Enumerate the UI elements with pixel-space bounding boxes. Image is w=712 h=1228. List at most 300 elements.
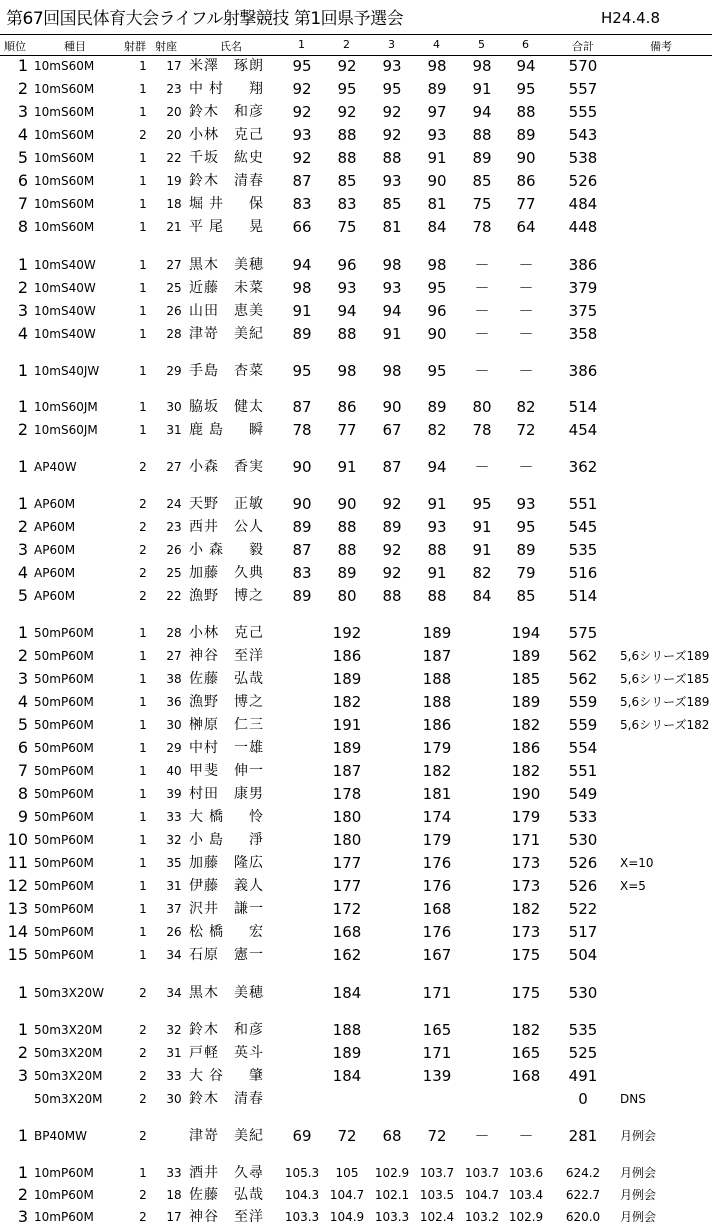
cell-total: 454 [568,421,598,439]
cell-name: 津嵜 美紀 [189,1128,263,1144]
cell-total: 448 [568,218,598,236]
cell-s4: 171 [422,1044,452,1062]
cell-lane: 31 [166,423,182,437]
cell-total: 538 [568,149,598,167]
cell-s6: － [518,302,534,320]
cell-s6: － [518,458,534,476]
cell-s4: 176 [422,877,452,895]
cell-s3: 93 [382,279,402,297]
cell-s6: 175 [511,946,541,964]
cell-s5: 91 [472,541,492,559]
cell-s4: 95 [427,362,447,380]
cell-total: 504 [568,946,598,964]
cell-group: 2 [139,520,147,534]
cell-total: 362 [568,458,598,476]
cell-name: 神谷 至洋 [189,1209,263,1225]
cell-s2: 75 [337,218,357,236]
cell-lane: 26 [166,304,182,318]
cell-rank: 2 [17,79,28,98]
cell-s5: 104.7 [464,1188,500,1202]
cell-event: 50mP60M [34,626,94,640]
cell-event: 50mP60M [34,925,94,939]
cell-name: 千坂 紘史 [189,150,263,166]
cell-total: 622.7 [565,1188,601,1202]
cell-s2: 72 [337,1127,357,1145]
cell-s1: 92 [292,103,312,121]
table-row [0,806,712,828]
cell-lane: 32 [166,1023,182,1037]
cell-group: 1 [139,258,147,272]
table-row [0,516,712,538]
cell-s2: 91 [337,458,357,476]
cell-name: 西井 公人 [189,519,263,535]
cell-s6: － [518,325,534,343]
cell-s3: 90 [382,398,402,416]
cell-s2: 83 [337,195,357,213]
header-total: 合計 [572,40,594,53]
header-notes: 備考 [650,40,672,53]
cell-s3: 94 [382,302,402,320]
cell-name: 榊原 仁三 [189,717,263,733]
cell-group: 2 [139,1129,147,1143]
cell-note: 月例会 [620,1129,657,1143]
cell-s3: 98 [382,256,402,274]
cell-name: 小島 淨 [189,832,263,848]
cell-rank: 1 [17,983,28,1002]
cell-total: 559 [568,693,598,711]
cell-s4: 103.5 [419,1188,455,1202]
cell-s4: 98 [427,256,447,274]
cell-total: 522 [568,900,598,918]
cell-lane: 27 [166,258,182,272]
cell-s3: 89 [382,518,402,536]
cell-lane: 35 [166,856,182,870]
cell-s4: 102.4 [419,1210,455,1224]
cell-name: 堀井 保 [189,196,263,212]
cell-s6: 182 [511,762,541,780]
cell-total: 557 [568,80,598,98]
cell-s3: 92 [382,541,402,559]
cell-total: 575 [568,624,598,642]
cell-event: 50mP60M [34,948,94,962]
cell-group: 1 [139,364,147,378]
table-row [0,396,712,418]
cell-s2: 105 [335,1166,359,1180]
cell-s5: － [474,302,490,320]
cell-s3: 93 [382,172,402,190]
cell-s2: 177 [332,854,362,872]
table-row [0,760,712,782]
cell-group: 2 [139,1210,147,1224]
cell-group: 1 [139,626,147,640]
cell-name: 鈴木 清春 [189,1091,263,1107]
cell-name: 漁野 博之 [189,588,263,604]
table-row [0,170,712,192]
cell-s6: 103.6 [508,1166,544,1180]
cell-s3: 92 [382,103,402,121]
cell-s6: 89 [516,541,536,559]
cell-s5: 78 [472,421,492,439]
cell-name: 甲斐 伸一 [189,763,263,779]
cell-note: 月例会 [620,1188,657,1202]
cell-lane: 28 [166,327,182,341]
cell-total: 545 [568,518,598,536]
cell-event: 10mS40W [34,281,96,295]
cell-s4: 91 [427,564,447,582]
cell-s5: － [474,362,490,380]
cell-s3: 103.3 [374,1210,410,1224]
table-row [0,898,712,920]
cell-name: 近藤 未菜 [189,280,263,296]
cell-s6: 168 [511,1067,541,1085]
cell-s6: － [518,279,534,297]
cell-lane: 29 [166,364,182,378]
cell-total: 281 [568,1127,598,1145]
cell-rank: 2 [17,1043,28,1062]
cell-rank: 3 [17,669,28,688]
table-row [0,193,712,215]
cell-s4: 94 [427,458,447,476]
cell-s2: 172 [332,900,362,918]
cell-s3: 67 [382,421,402,439]
cell-s6: 189 [511,693,541,711]
header-lane: 射座 [155,40,177,53]
cell-s4: 165 [422,1021,452,1039]
header-name: 氏名 [220,40,242,53]
cell-s2: 90 [337,495,357,513]
cell-s4: 95 [427,279,447,297]
table-row [0,1042,712,1064]
cell-group: 1 [139,695,147,709]
cell-s2: 184 [332,1067,362,1085]
cell-lane: 33 [166,1166,182,1180]
cell-s2: 80 [337,587,357,605]
cell-s6: 95 [516,80,536,98]
cell-total: 375 [568,302,598,320]
cell-s2: 178 [332,785,362,803]
header-s6: 6 [522,38,529,51]
cell-s5: － [474,1127,490,1145]
cell-lane: 34 [166,948,182,962]
cell-lane: 22 [166,589,182,603]
cell-event: AP60M [34,497,76,511]
cell-rank: 4 [17,563,28,582]
cell-event: 10mS60M [34,220,95,234]
cell-lane: 38 [166,672,182,686]
cell-s6: 165 [511,1044,541,1062]
cell-lane: 23 [166,82,182,96]
cell-s2: 189 [332,1044,362,1062]
cell-name: 小林 克己 [189,625,263,641]
cell-name: 石原 憲一 [189,947,263,963]
cell-group: 2 [139,566,147,580]
cell-event: 50m3X20M [34,1092,103,1106]
cell-group: 1 [139,151,147,165]
cell-s3: 91 [382,325,402,343]
cell-event: 50mP60M [34,718,94,732]
cell-s4: 182 [422,762,452,780]
table-row [0,1088,712,1110]
cell-s6: 173 [511,854,541,872]
cell-group: 2 [139,589,147,603]
cell-group: 1 [139,220,147,234]
cell-s2: 95 [337,80,357,98]
cell-total: 559 [568,716,598,734]
cell-event: 50mP60M [34,856,94,870]
table-row [0,539,712,561]
cell-s4: 89 [427,80,447,98]
cell-total: 386 [568,362,598,380]
cell-s6: 94 [516,57,536,75]
cell-rank: 2 [17,517,28,536]
table-row [0,737,712,759]
cell-note: 5,6シリーズ185 [620,672,710,686]
cell-rank: 2 [17,420,28,439]
cell-event: 10mS60JM [34,423,98,437]
cell-s4: 90 [427,172,447,190]
cell-name: 米澤 琢朗 [189,58,263,74]
cell-s3: 95 [382,80,402,98]
cell-s1: 94 [292,256,312,274]
cell-s4: 96 [427,302,447,320]
cell-s4: 81 [427,195,447,213]
cell-lane: 20 [166,128,182,142]
table-row [0,216,712,238]
cell-s3: 92 [382,564,402,582]
cell-group: 2 [139,1069,147,1083]
cell-s1: 78 [292,421,312,439]
cell-group: 1 [139,649,147,663]
cell-event: AP60M [34,543,76,557]
cell-s4: 72 [427,1127,447,1145]
cell-total: 551 [568,495,598,513]
cell-s3: 88 [382,149,402,167]
cell-lane: 19 [166,174,182,188]
cell-s4: 84 [427,218,447,236]
cell-s1: 92 [292,149,312,167]
table-row [0,691,712,713]
cell-rank: 3 [17,540,28,559]
cell-note: 5,6シリーズ189 [620,695,710,709]
cell-name: 手島 杏菜 [189,363,263,379]
cell-s6: 186 [511,739,541,757]
cell-lane: 28 [166,626,182,640]
cell-event: 50mP60M [34,741,94,755]
cell-s3: 93 [382,57,402,75]
cell-lane: 22 [166,151,182,165]
header-event: 種目 [64,40,86,53]
header-rank: 順位 [4,40,26,53]
cell-group: 1 [139,105,147,119]
table-row [0,645,712,667]
cell-event: 50mP60M [34,902,94,916]
cell-note: DNS [620,1092,646,1106]
cell-name: 戸軽 英斗 [189,1045,263,1061]
cell-name: 鹿島 瞬 [189,422,263,438]
cell-s5: 80 [472,398,492,416]
table-row [0,55,712,77]
cell-rank: 6 [17,171,28,190]
cell-group: 1 [139,304,147,318]
table-row [0,254,712,276]
cell-s1: 87 [292,172,312,190]
cell-s2: 104.9 [329,1210,365,1224]
cell-event: 50mP60M [34,833,94,847]
cell-s3: 102.1 [374,1188,410,1202]
cell-event: 50mP60M [34,787,94,801]
table-row [0,829,712,851]
cell-s2: 88 [337,518,357,536]
cell-name: 大橋 怜 [189,809,263,825]
cell-lane: 36 [166,695,182,709]
cell-s4: 89 [427,398,447,416]
cell-lane: 17 [166,59,182,73]
table-row [0,1125,712,1147]
cell-s4: 82 [427,421,447,439]
cell-s2: 187 [332,762,362,780]
cell-s5: 78 [472,218,492,236]
cell-s2: 86 [337,398,357,416]
table-header [0,34,712,56]
cell-rank: 14 [7,922,28,941]
cell-event: 10mS60M [34,105,95,119]
cell-s3: 92 [382,126,402,144]
cell-s6: 82 [516,398,536,416]
cell-s6: 179 [511,808,541,826]
cell-group: 1 [139,741,147,755]
cell-s3: 102.9 [374,1166,410,1180]
cell-s1: 89 [292,325,312,343]
cell-rank: 15 [7,945,28,964]
cell-group: 2 [139,1188,147,1202]
cell-name: 山田 恵美 [189,303,263,319]
cell-event: 50m3X20M [34,1069,103,1083]
cell-name: 黒木 美穂 [189,985,263,1001]
cell-s2: 88 [337,149,357,167]
cell-s4: 187 [422,647,452,665]
cell-s5: 88 [472,126,492,144]
cell-event: AP40W [34,460,77,474]
cell-group: 2 [139,1092,147,1106]
cell-lane: 31 [166,1046,182,1060]
cell-s6: 77 [516,195,536,213]
cell-s1: 98 [292,279,312,297]
cell-s4: 98 [427,57,447,75]
cell-s6: 85 [516,587,536,605]
cell-note: 5,6シリーズ189 [620,649,710,663]
cell-s1: 89 [292,587,312,605]
cell-s2: 189 [332,670,362,688]
cell-s2: 77 [337,421,357,439]
cell-s6: 86 [516,172,536,190]
cell-rank: 2 [17,646,28,665]
cell-s4: 174 [422,808,452,826]
cell-s1: 95 [292,57,312,75]
cell-lane: 23 [166,520,182,534]
cell-rank: 1 [17,255,28,274]
cell-rank: 10 [7,830,28,849]
cell-name: 神谷 至洋 [189,648,263,664]
cell-s6: 102.9 [508,1210,544,1224]
cell-s1: 83 [292,564,312,582]
cell-total: 514 [568,587,598,605]
cell-s1: 95 [292,362,312,380]
table-row [0,419,712,441]
cell-lane: 24 [166,497,182,511]
cell-s5: 91 [472,518,492,536]
cell-name: 漁野 博之 [189,694,263,710]
cell-s4: 93 [427,518,447,536]
cell-s4: 139 [422,1067,452,1085]
cell-s6: 182 [511,716,541,734]
cell-event: 50m3X20M [34,1046,103,1060]
cell-s4: 103.7 [419,1166,455,1180]
cell-total: 554 [568,739,598,757]
cell-s2: 88 [337,541,357,559]
cell-name: 天野 正敏 [189,496,263,512]
cell-lane: 17 [166,1210,182,1224]
cell-event: 10mS60M [34,128,95,142]
cell-rank: 4 [17,324,28,343]
cell-lane: 27 [166,460,182,474]
cell-total: 386 [568,256,598,274]
cell-event: 10mS40W [34,327,96,341]
cell-lane: 30 [166,400,182,414]
cell-s2: 85 [337,172,357,190]
cell-s6: － [518,1127,534,1145]
cell-lane: 18 [166,197,182,211]
cell-s4: 181 [422,785,452,803]
header-s3: 3 [388,38,395,51]
cell-s5: 103.2 [464,1210,500,1224]
table-row [0,493,712,515]
table-row [0,585,712,607]
cell-group: 1 [139,856,147,870]
cell-total: 517 [568,923,598,941]
cell-s6: 93 [516,495,536,513]
cell-total: 555 [568,103,598,121]
cell-name: 佐藤 弘哉 [189,671,263,687]
cell-name: 伊藤 義人 [189,878,263,894]
cell-event: 10mP60M [34,1188,94,1202]
cell-s4: 171 [422,984,452,1002]
table-row [0,101,712,123]
cell-lane: 33 [166,810,182,824]
cell-lane: 30 [166,718,182,732]
cell-total: 624.2 [565,1166,601,1180]
cell-total: 516 [568,564,598,582]
cell-s2: 180 [332,831,362,849]
cell-group: 2 [139,986,147,1000]
cell-s2: 192 [332,624,362,642]
cell-rank: 5 [17,586,28,605]
cell-total: 562 [568,647,598,665]
cell-rank: 7 [17,194,28,213]
header-s2: 2 [343,38,350,51]
cell-rank: 1 [17,1126,28,1145]
cell-s5: － [474,325,490,343]
cell-rank: 4 [17,125,28,144]
cell-note: X=10 [620,856,654,870]
cell-name: 酒井 久尋 [189,1165,263,1181]
cell-total: 533 [568,808,598,826]
cell-name: 脇坂 健太 [189,399,263,415]
cell-s4: 167 [422,946,452,964]
cell-s5: 82 [472,564,492,582]
cell-s1: 91 [292,302,312,320]
cell-s5: 103.7 [464,1166,500,1180]
cell-s2: 93 [337,279,357,297]
